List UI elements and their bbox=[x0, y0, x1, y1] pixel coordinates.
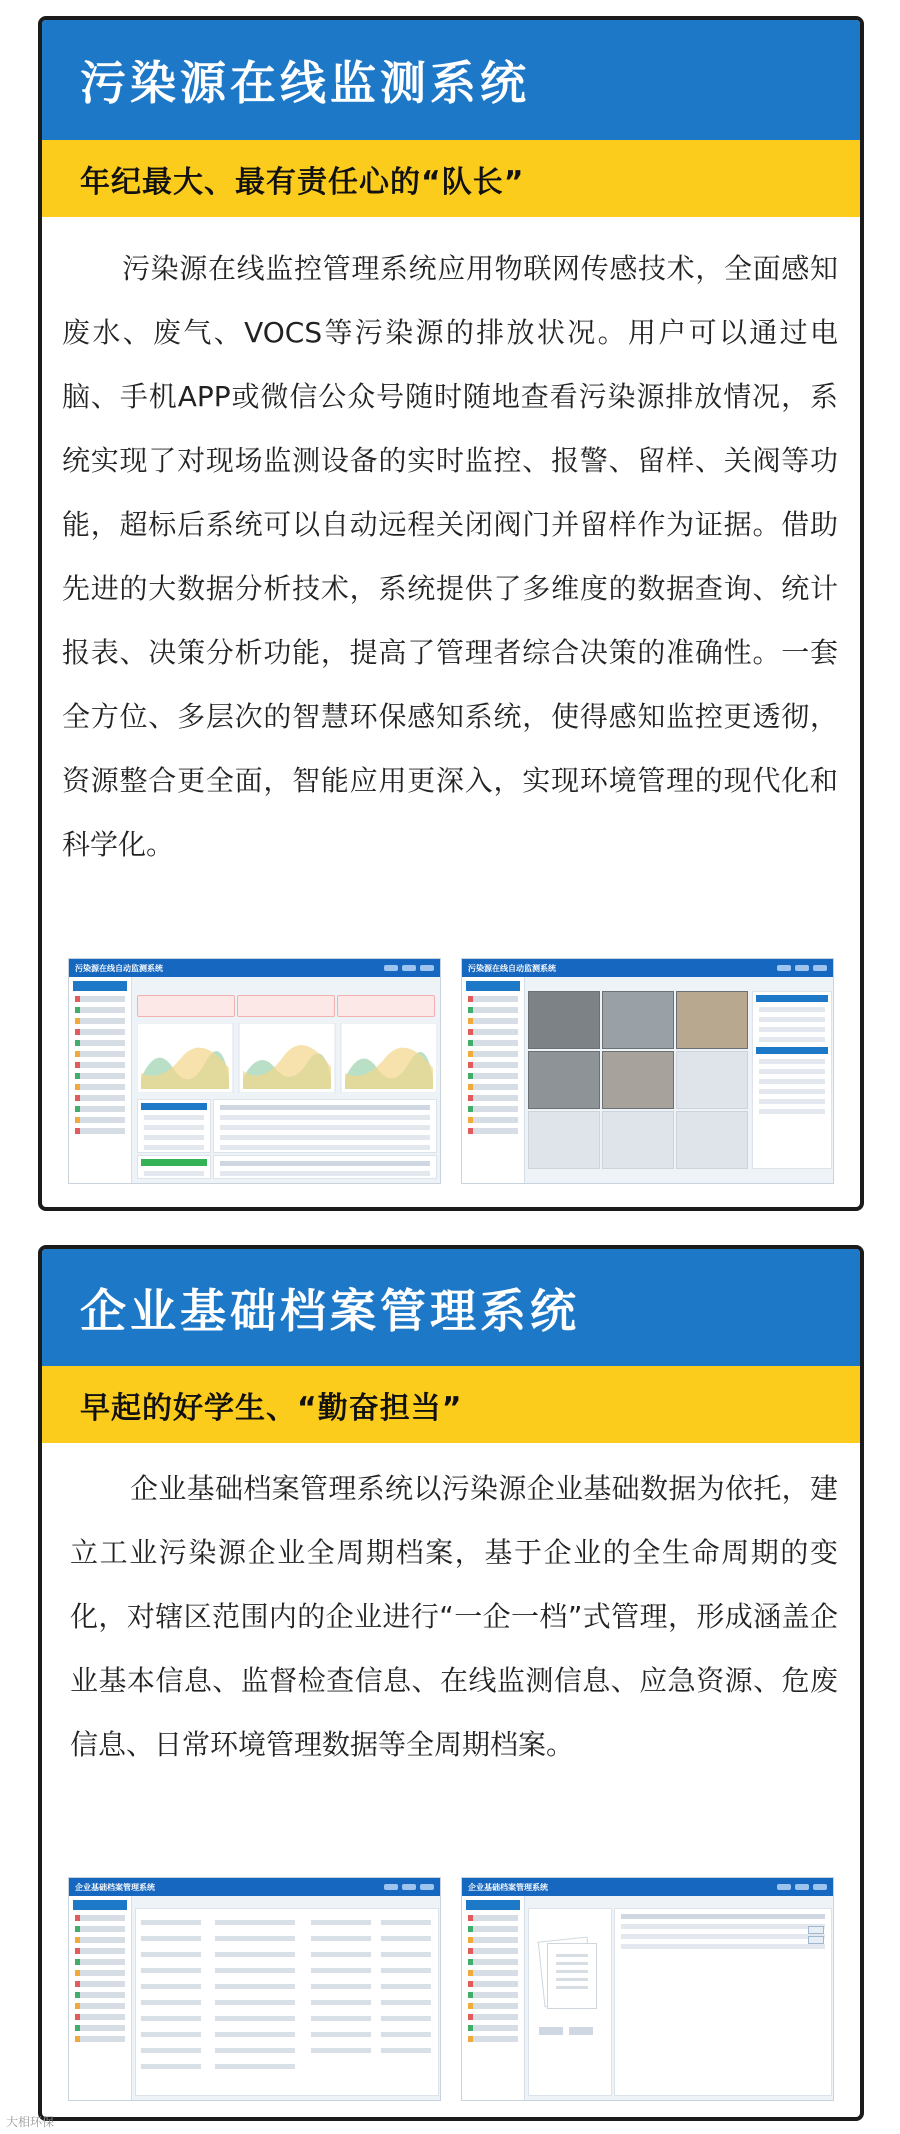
data-table bbox=[213, 1155, 437, 1179]
screenshot-row bbox=[68, 958, 834, 1184]
screenshot-row bbox=[68, 1877, 834, 2101]
video-feed bbox=[528, 1051, 600, 1109]
summary-panel bbox=[137, 1099, 211, 1153]
section-title-bar bbox=[42, 20, 860, 140]
screenshot-title: 污染源在线自动监测系统 bbox=[468, 963, 556, 973]
section-title: 企业基础档案管理系统 bbox=[80, 1283, 580, 1338]
dashboard-screenshot bbox=[68, 958, 441, 1184]
section-subtitle-bar bbox=[42, 140, 860, 217]
section-body-text: 企业基础档案管理系统以污染源企业基础数据为依托，建立工业污染源企业全周期档案，基于企业的全生命周期的变化，对辖区范围内的企业进行“一企一档”式管理，形成涵盖企业基本信息、监督检查信息、在线监测信息、应急资源、危废信息、日常环境管理数据等全周期档案。 bbox=[70, 1472, 838, 1761]
section-card-archive bbox=[38, 1245, 864, 2121]
summary-panel bbox=[137, 1155, 211, 1179]
screenshot-title: 污染源在线自动监测系统 bbox=[75, 963, 163, 973]
data-table bbox=[213, 1099, 437, 1153]
record-list-table bbox=[614, 1908, 832, 2096]
screenshot-title-bar bbox=[462, 1878, 833, 1896]
video-feed bbox=[676, 991, 748, 1049]
screenshot-title: 企业基础档案管理系统 bbox=[75, 1882, 155, 1892]
document-preview-panel bbox=[528, 1908, 612, 2096]
section-card-monitoring bbox=[38, 16, 864, 1211]
section-title-bar bbox=[42, 1249, 860, 1366]
section-subtitle-bar bbox=[42, 1366, 860, 1443]
archive-list-screenshot bbox=[461, 1877, 834, 2101]
screenshot-title-bar bbox=[69, 1878, 440, 1896]
video-feed bbox=[602, 1111, 674, 1169]
alarm-card bbox=[237, 995, 335, 1017]
screenshot-main bbox=[135, 1900, 436, 2096]
screenshot-main bbox=[528, 1900, 829, 2096]
screenshot-sidebar bbox=[69, 1896, 132, 2100]
watermark-text: 大相环保 bbox=[6, 2115, 55, 2129]
screenshot-user-area bbox=[777, 965, 827, 971]
screenshot-title-bar bbox=[69, 959, 440, 977]
video-feed bbox=[528, 991, 600, 1049]
section-body-text: 污染源在线监控管理系统应用物联网传感技术，全面感知废水、废气、VOCS等污染源的排放状况。用户可以通过电脑、手机APP或微信公众号随时随地查看污染源排放情况，系统实现了对现场监测设备的实时监控、报警、留样、关阀等功能，超标后系统可以自动远程关闭阀门并留样作为证据。借助先进的大数据分析技术，系统提供了多维度的数据查询、统计报表、决策分析功能，提高了管理者综合决策的准确性。一套全方位、多层次的智慧环保感知系统，使得感知监控更透彻，资源整合更全面，智能应用更深入，实现环境管理的现代化和科学化。 bbox=[62, 252, 838, 861]
section-subtitle: 早起的好学生、“勤奋担当” bbox=[80, 1390, 463, 1426]
screenshot-title-bar bbox=[462, 959, 833, 977]
section-title: 污染源在线监测系统 bbox=[80, 56, 530, 110]
screenshot-sidebar bbox=[69, 977, 132, 1183]
screenshot-sidebar bbox=[462, 977, 525, 1183]
video-screenshot bbox=[461, 958, 834, 1184]
video-feed bbox=[528, 1111, 600, 1169]
screenshot-user-area bbox=[777, 1884, 827, 1890]
video-feed bbox=[602, 1051, 674, 1109]
screenshot-main bbox=[135, 981, 436, 1179]
screenshot-user-area bbox=[384, 965, 434, 971]
screenshot-title: 企业基础档案管理系统 bbox=[468, 1882, 548, 1892]
screenshot-main bbox=[528, 981, 829, 1179]
video-feed bbox=[676, 1111, 748, 1169]
screenshot-sidebar bbox=[462, 1896, 525, 2100]
wave-charts bbox=[137, 1023, 437, 1093]
screenshot-user-area bbox=[384, 1884, 434, 1890]
ptz-control-panel bbox=[752, 991, 832, 1169]
video-feed bbox=[602, 991, 674, 1049]
alarm-card bbox=[137, 995, 235, 1017]
archive-form-screenshot bbox=[68, 1877, 441, 2101]
alarm-card bbox=[337, 995, 435, 1017]
video-feed bbox=[676, 1051, 748, 1109]
section-subtitle: 年纪最大、最有责任心的“队长” bbox=[80, 164, 525, 200]
